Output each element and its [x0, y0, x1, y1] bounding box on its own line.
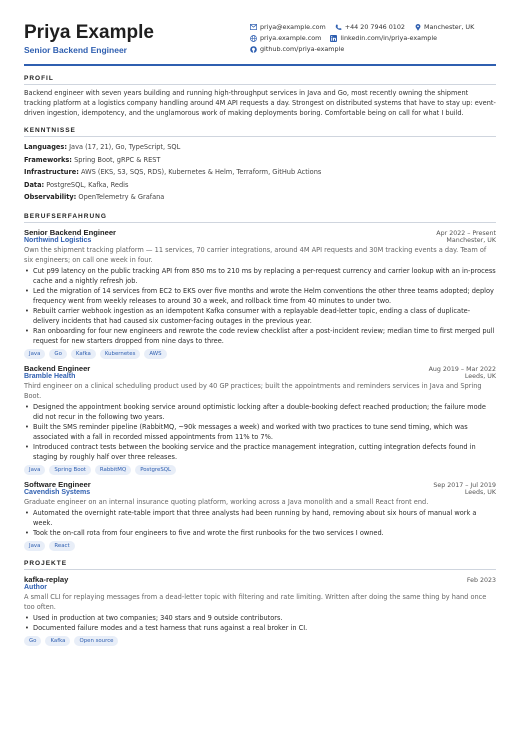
- resume-header: [24, 22, 496, 66]
- skill-value: PostgreSQL, Kafka, Redis: [46, 180, 129, 189]
- job-entry: [24, 480, 496, 551]
- mail-icon: [250, 24, 257, 31]
- skill-row: [24, 191, 496, 204]
- skill-row: [24, 166, 496, 179]
- project-bullet: • Used in production at two companies; 340 stars and 9 outside contributors.: [33, 613, 496, 623]
- contact-email-text: priya@example.com: [260, 23, 326, 31]
- tech-tag: Kafka: [71, 349, 96, 359]
- skill-label: Languages:: [24, 143, 67, 151]
- location-icon: [414, 24, 421, 31]
- skill-label: Frameworks:: [24, 155, 72, 164]
- job-company: Cavendish Systems: [24, 488, 91, 496]
- contact-linkedin[interactable]: [330, 33, 437, 44]
- job-bullet: • Introduced contract tests between the booking service and the practice management integration, cutting integration defects found in staging by roughly half over three releases.: [33, 442, 496, 462]
- skill-label: Observability:: [24, 193, 77, 202]
- contact-linkedin-text: linkedin.com/in/priya-example: [340, 34, 438, 42]
- skill-value: Java (17, 21), Go, TypeScript, SQL: [69, 143, 181, 151]
- job-tags: [24, 465, 496, 475]
- skill-label: Infrastructure:: [24, 168, 79, 177]
- skill-row: [24, 154, 496, 167]
- experience-heading: BERUFSERFAHRUNG: [24, 213, 496, 223]
- job-tags: [24, 541, 496, 551]
- contact-row: [250, 33, 474, 44]
- project-bullets: [24, 613, 496, 633]
- job-bullet: • Ran onboarding for four new engineers and rewrote the code review checklist after a post-incident review; median time to first merged pull request for new starters dropped from nine days to three.: [33, 326, 496, 346]
- job-company-row: [24, 489, 496, 496]
- job-title-row: [24, 364, 496, 373]
- job-bullet: • Led the migration of 14 services from EC2 to EKS over five months and wrote the Helm conventions the other three teams adopted; deploy frequency went from weekly releases to around 30 a week, and rollback time from 40 minutes to under two.: [33, 286, 496, 306]
- job-bullet: • Rebuilt carrier webhook ingestion as an idempotent Kafka consumer with a replayable dead-letter topic, ending a class of duplicate-delivery incidents that had caused six customer-facing outages in the previous year.: [33, 306, 496, 326]
- phone-icon: [335, 24, 342, 31]
- project-entry: [24, 575, 496, 646]
- skill-value: OpenTelemetry & Grafana: [78, 193, 165, 202]
- contact-location-text: Manchester, UK: [424, 23, 475, 31]
- job-company: Bramble Health: [24, 372, 76, 380]
- tech-tag: AWS: [144, 349, 166, 359]
- tech-tag: Go: [24, 636, 41, 646]
- skills-list: [24, 141, 496, 204]
- candidate-name: Priya Example: [24, 22, 154, 43]
- tech-tag: Java: [24, 465, 45, 475]
- contact-website-text: priya.example.com: [260, 34, 322, 42]
- tech-tag: Kubernetes: [100, 349, 141, 359]
- tech-tag: RabbitMQ: [95, 465, 131, 475]
- project-bullet: • Documented failure modes and a test harness that runs against a real broker in CI.: [33, 623, 496, 633]
- tech-tag: Open source: [74, 636, 118, 646]
- contact-row: [250, 44, 474, 55]
- contact-row: [250, 22, 474, 33]
- project-summary: A small CLI for replaying messages from a dead-letter topic with filtering and rate limiting. Written after doing the same thing by hand once too often.: [24, 592, 487, 611]
- project-role: Author: [24, 583, 47, 591]
- skill-value: Spring Boot, gRPC & REST: [74, 155, 161, 164]
- job-bullet: • Automated the overnight rate-table import that three analysts had been running by hand, removing about six hours of manual work a week.: [33, 508, 496, 528]
- tech-tag: React: [49, 541, 74, 551]
- job-summary: Third engineer on a clinical scheduling product used by 40 GP practices; built the appointments and reminders services in Java and Spring Boot.: [24, 381, 482, 400]
- skill-row: [24, 141, 496, 154]
- job-bullets: [24, 508, 496, 538]
- skill-value: AWS (EKS, S3, SQS, RDS), Kubernetes & Helm, Terraform, GitHub Actions: [80, 168, 322, 177]
- job-date: Apr 2022 – Present: [436, 229, 496, 237]
- project-date: Feb 2023: [466, 576, 496, 584]
- tech-tag: Kafka: [45, 636, 70, 646]
- job-company-row: [24, 237, 496, 244]
- job-location: Leeds, UK: [464, 488, 496, 496]
- project-tags: [24, 636, 496, 646]
- contact-phone-text: +44 20 7946 0102: [344, 23, 405, 31]
- profile-text: Backend engineer with seven years building and running high-throughput services in Java and Go, most recently owning the shipment tracking platform at a logistics company handling around 4M API requests a day. Strongest on distributed systems that have to stay up: event-driven ingestion, idempotency, and the unglamorous work of making deployments boring. Comfortable being on call for what I build.: [24, 89, 496, 117]
- contact-github-text: github.com/priya-example: [260, 45, 345, 53]
- tech-tag: Java: [24, 349, 45, 359]
- projects-heading: PROJEKTE: [24, 560, 496, 570]
- linkedin-icon: [330, 35, 337, 42]
- contact-location: [414, 22, 474, 33]
- job-title: Senior Backend Engineer: [24, 227, 116, 237]
- job-tags: [24, 349, 496, 359]
- tech-tag: PostgreSQL: [135, 465, 176, 475]
- job-title-row: [24, 480, 496, 489]
- contact-phone[interactable]: [335, 22, 405, 33]
- job-summary: Graduate engineer on an internal insurance quoting platform, working across a Java monolith and a small React front end.: [24, 497, 429, 506]
- contact-email[interactable]: [250, 22, 326, 33]
- job-bullet: • Took the on-call rota from four engineers to five and wrote the first runbooks for the two services I owned.: [33, 528, 496, 538]
- job-bullets: [24, 402, 496, 462]
- globe-icon: [250, 35, 257, 42]
- github-icon: [250, 46, 257, 53]
- contact-github[interactable]: [250, 44, 344, 55]
- job-bullets: [24, 266, 496, 346]
- job-date: Sep 2017 – Jul 2019: [433, 481, 496, 489]
- job-bullet: • Designed the appointment booking service around optimistic locking after a double-booking defect reached production; the failure mode did not recur in the following two years.: [33, 402, 496, 422]
- project-title: kafka-replay: [24, 574, 69, 584]
- job-summary: Own the shipment tracking platform — 11 services, 70 carrier integrations, around 4M API requests and 30M tracking events a day. Team of six engineers; on call one week in four.: [24, 245, 487, 264]
- job-company: Northwind Logistics: [24, 236, 92, 244]
- profile-heading: PROFIL: [24, 75, 496, 85]
- job-entry: [24, 228, 496, 359]
- job-title: Software Engineer: [24, 479, 91, 489]
- contact-block: [250, 22, 474, 55]
- job-company-row: [24, 373, 496, 380]
- project-title-row: [24, 575, 496, 584]
- tech-tag: Go: [49, 349, 66, 359]
- job-date: Aug 2019 – Mar 2022: [428, 365, 496, 373]
- job-title: Backend Engineer: [24, 363, 91, 373]
- job-location: Manchester, UK: [446, 236, 496, 244]
- job-location: Leeds, UK: [464, 372, 496, 380]
- candidate-title: Senior Backend Engineer: [24, 45, 127, 55]
- tech-tag: Spring Boot: [49, 465, 91, 475]
- job-bullet: • Cut p99 latency on the public tracking API from 850 ms to 210 ms by replacing a per-request currency and carrier lookup with an in-process cache and a nightly refresh job.: [33, 266, 496, 286]
- skills-heading: KENNTNISSE: [24, 127, 496, 137]
- job-entry: [24, 364, 496, 475]
- job-bullet: • Built the SMS reminder pipeline (RabbitMQ, ~90k messages a week) and worked with two practices to tune send timing, which was associated with a fall in recorded missed appointments from 11% to 7%.: [33, 422, 496, 442]
- contact-website[interactable]: [250, 33, 321, 44]
- skill-row: [24, 179, 496, 192]
- job-title-row: [24, 228, 496, 237]
- skill-label: Data:: [24, 180, 45, 189]
- tech-tag: Java: [24, 541, 45, 551]
